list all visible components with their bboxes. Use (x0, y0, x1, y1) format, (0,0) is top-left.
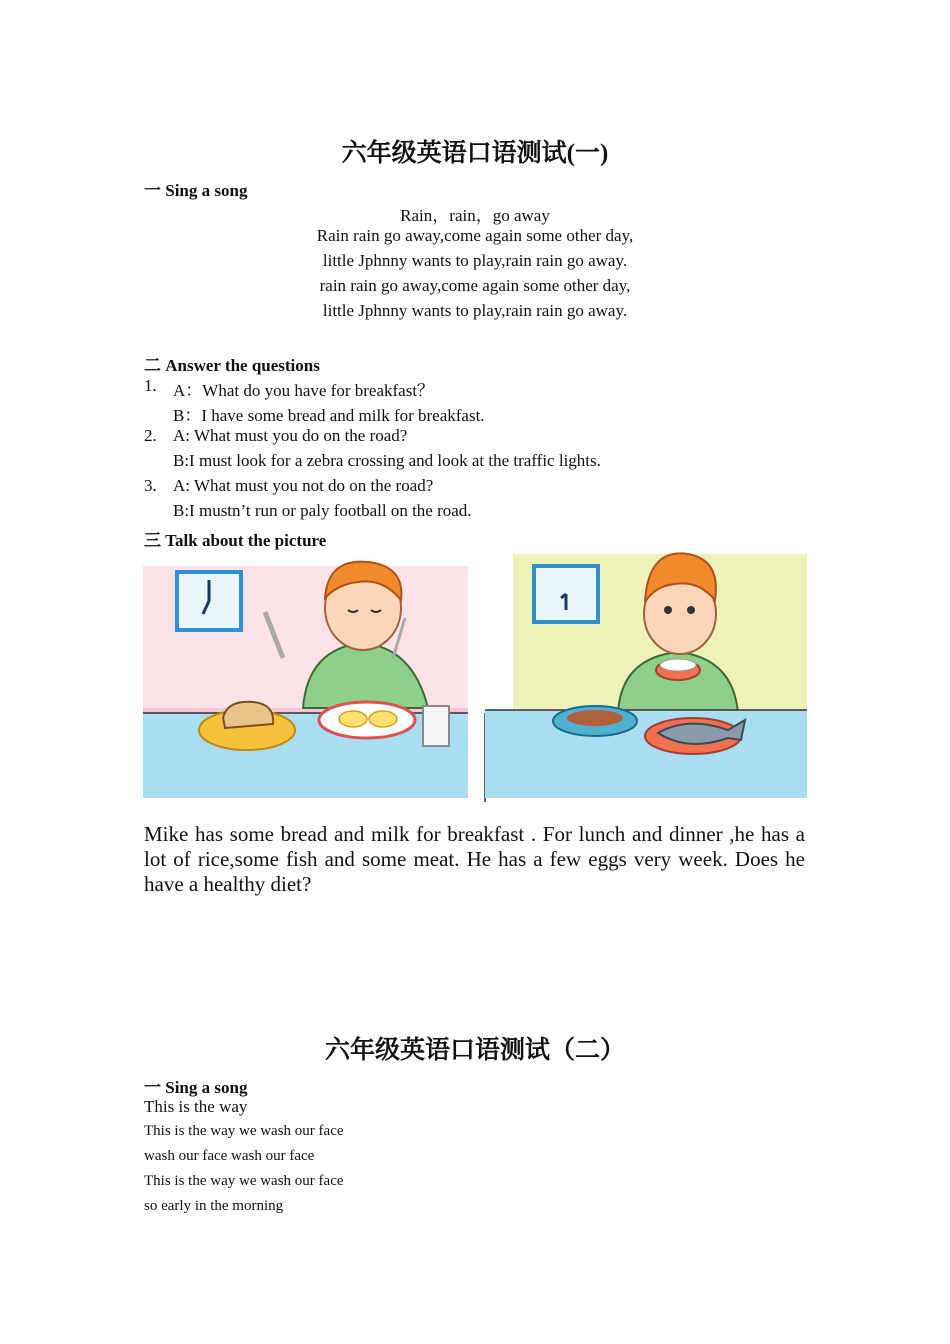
song-line: Rain rain go away,come again some other day, (316, 226, 634, 245)
breakfast-lunch-illustration (143, 548, 807, 804)
clock-icon (534, 566, 598, 622)
answer-b: B：I have some bread and milk for breakfast. (173, 406, 485, 425)
song-line: rain rain go away,come again some other day, (319, 276, 631, 295)
page-title-2: 六年级英语口语测试（二） (324, 1037, 625, 1064)
clock-icon (177, 572, 241, 630)
song-line: so early in the morning (144, 1198, 284, 1214)
picture-description: Mike has some bread and milk for breakfast . For lunch and dinner ,he has a lot of rice,some fish and some meat. He has a few eggs very week. Does he have a healthy diet? (144, 822, 805, 896)
answer-b: B:I mustn’t run or paly football on the road. (173, 501, 472, 520)
section-heading-talk-picture: 三 Talk about the picture (144, 531, 327, 550)
song-title: This is the way (144, 1097, 248, 1116)
song-line: wash our face wash our face (144, 1148, 315, 1164)
right-table (485, 710, 807, 798)
milk-glass (423, 706, 449, 746)
song-line: This is the way we wash our face (144, 1173, 344, 1189)
question-number: 2. (144, 426, 157, 445)
section-heading-answer-questions: 二 Answer the questions (144, 356, 320, 375)
bread (223, 702, 273, 728)
song-line: little Jphnny wants to play,rain rain go away. (322, 301, 628, 320)
page-title-1: 六年级英语口语测试(一) (341, 140, 609, 167)
question-number: 3. (144, 476, 157, 495)
question-number: 1. (144, 376, 157, 395)
question-a: A: What must you do on the road? (173, 426, 408, 445)
question-a: A: What must you not do on the road? (173, 476, 434, 495)
song-line: This is the way we wash our face (144, 1123, 344, 1139)
left-table (143, 713, 468, 798)
song-line: little Jphnny wants to play,rain rain go away. (322, 251, 628, 270)
question-a: A：What do you have for breakfast？ (173, 381, 435, 400)
section-heading-sing-a-song-2: 一 Sing a song (144, 1078, 248, 1097)
section-heading-sing-a-song: 一 Sing a song (144, 181, 248, 200)
song-line: Rain，rain，go away (400, 206, 550, 225)
answer-b: B:I must look for a zebra crossing and look at the traffic lights. (173, 451, 601, 470)
